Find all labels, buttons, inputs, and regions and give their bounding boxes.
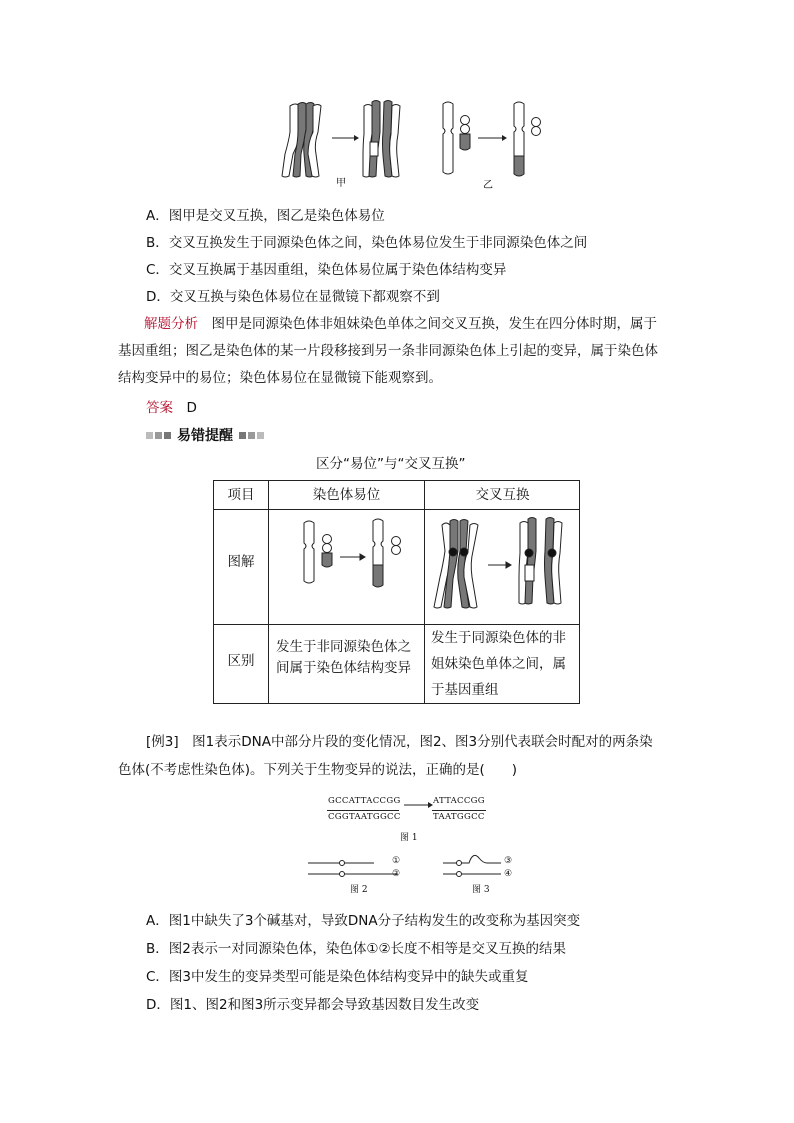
- table-caption: 区分“易位”与“交叉互换”: [316, 456, 466, 472]
- answer-value: D: [186, 400, 197, 416]
- ex3-option-b: B．图2表示一对同源染色体，染色体①②长度不相等是交叉互换的结果: [146, 941, 567, 957]
- row-label-tujie: 图解: [227, 554, 255, 570]
- row-label-qubie: 区别: [227, 653, 255, 669]
- qubie-yiwei: [276, 637, 411, 679]
- comparison-table: [213, 480, 580, 704]
- qubie-jiaocha-line-2: 姐妹染色单体之间，属: [431, 656, 566, 672]
- diagram-yiwei: [274, 515, 419, 619]
- mark-4: ④: [504, 869, 513, 879]
- label-yi: 乙: [483, 180, 493, 190]
- option-a: A．图甲是交叉互换，图乙是染色体易位: [146, 208, 385, 224]
- option-d: D．交叉互换与染色体易位在显微镜下都观察不到: [146, 289, 440, 305]
- seq-top-left: GCCATTACCGG: [328, 796, 401, 806]
- yi-before-chromosomes: [443, 102, 470, 174]
- tip-decor-right-icon: [239, 432, 264, 439]
- fig1-arrow: [404, 800, 434, 810]
- yi-after-chromosomes: [514, 102, 541, 176]
- option-c: C．交叉互换属于基因重组，染色体易位属于染色体结构变异: [146, 262, 507, 278]
- qubie-yiwei-line-2: 间属于染色体结构变异: [276, 660, 411, 676]
- label-jia: 甲: [336, 178, 346, 189]
- answer-label: 答案: [146, 400, 173, 416]
- header-jiaocha: 交叉互换: [475, 487, 530, 503]
- qubie-jiaocha: [431, 625, 566, 703]
- tip-decor-left-icon: [146, 432, 171, 439]
- analysis-paragraph: [118, 311, 658, 392]
- option-b: B．交叉互换发生于同源染色体之间，染色体易位发生于非同源染色体之间: [146, 235, 588, 251]
- seq-bottom-left: CGGTAATGGCC: [328, 812, 401, 822]
- qubie-yiwei-line-1: 发生于非同源染色体之: [276, 639, 411, 655]
- seq-top-right: ATTACCGG: [433, 796, 485, 806]
- qubie-jiaocha-line-3: 于基因重组: [431, 682, 499, 698]
- ex3-option-c: C．图3中发生的变异类型可能是染色体结构变异中的缺失或重复: [146, 969, 529, 985]
- figure-123: [300, 790, 530, 895]
- jia-arrow: [332, 135, 359, 141]
- example3-text-1: 图1表示DNA中部分片段的变化情况，图2、图3分别代表联会时配对的两条染: [192, 734, 653, 750]
- header-item: 项目: [227, 487, 255, 503]
- jia-before-chromosomes: [282, 103, 321, 178]
- tip-heading: [146, 426, 264, 444]
- mark-3: ③: [504, 856, 513, 866]
- example3-label: [例3]: [146, 734, 179, 750]
- qubie-jiaocha-line-1: 发生于同源染色体的非: [431, 630, 566, 646]
- example3-line2: 色体(不考虑性染色体)。下列关于生物变异的说法，正确的是( ): [118, 762, 518, 778]
- seq-bottom-right: TAATGGCC: [433, 812, 485, 822]
- seq-divider-left: [327, 810, 399, 811]
- jia-after-chromosomes: [363, 101, 400, 178]
- fig2-chromosomes: [308, 858, 403, 880]
- analysis-label: 解题分析: [144, 316, 198, 332]
- example3-line1: [146, 733, 653, 751]
- figure-jia-yi: [280, 98, 560, 190]
- fig3-label: 图 3: [472, 885, 490, 895]
- mark-1: ①: [392, 856, 401, 866]
- fig1-label: 图 1: [400, 833, 418, 843]
- tip-heading-text: 易错提醒: [177, 428, 233, 444]
- seq-divider-right: [432, 810, 486, 811]
- mark-2: ②: [392, 869, 401, 879]
- yi-arrow: [478, 135, 507, 141]
- answer-line: [146, 399, 197, 417]
- ex3-option-a: A．图1中缺失了3个碱基对，导致DNA分子结构发生的改变称为基因突变: [146, 913, 581, 929]
- fig2-label: 图 2: [350, 885, 368, 895]
- analysis-text: 图甲是同源染色体非姐妹染色单体之间交叉互换，发生在四分体时期，属于基因重组；图乙是染色体的某一片段移接到另一条非同源染色体上引起的变异，属于染色体结构变异中的易位；染色体易位在显微镜下能观察到。: [118, 316, 658, 386]
- diagram-jiaocha: [428, 513, 578, 621]
- ex3-option-d: D．图1、图2和图3所示变异都会导致基因数目发生改变: [146, 997, 480, 1013]
- header-yiwei: 染色体易位: [312, 487, 381, 503]
- fig3-chromosomes: [443, 852, 513, 880]
